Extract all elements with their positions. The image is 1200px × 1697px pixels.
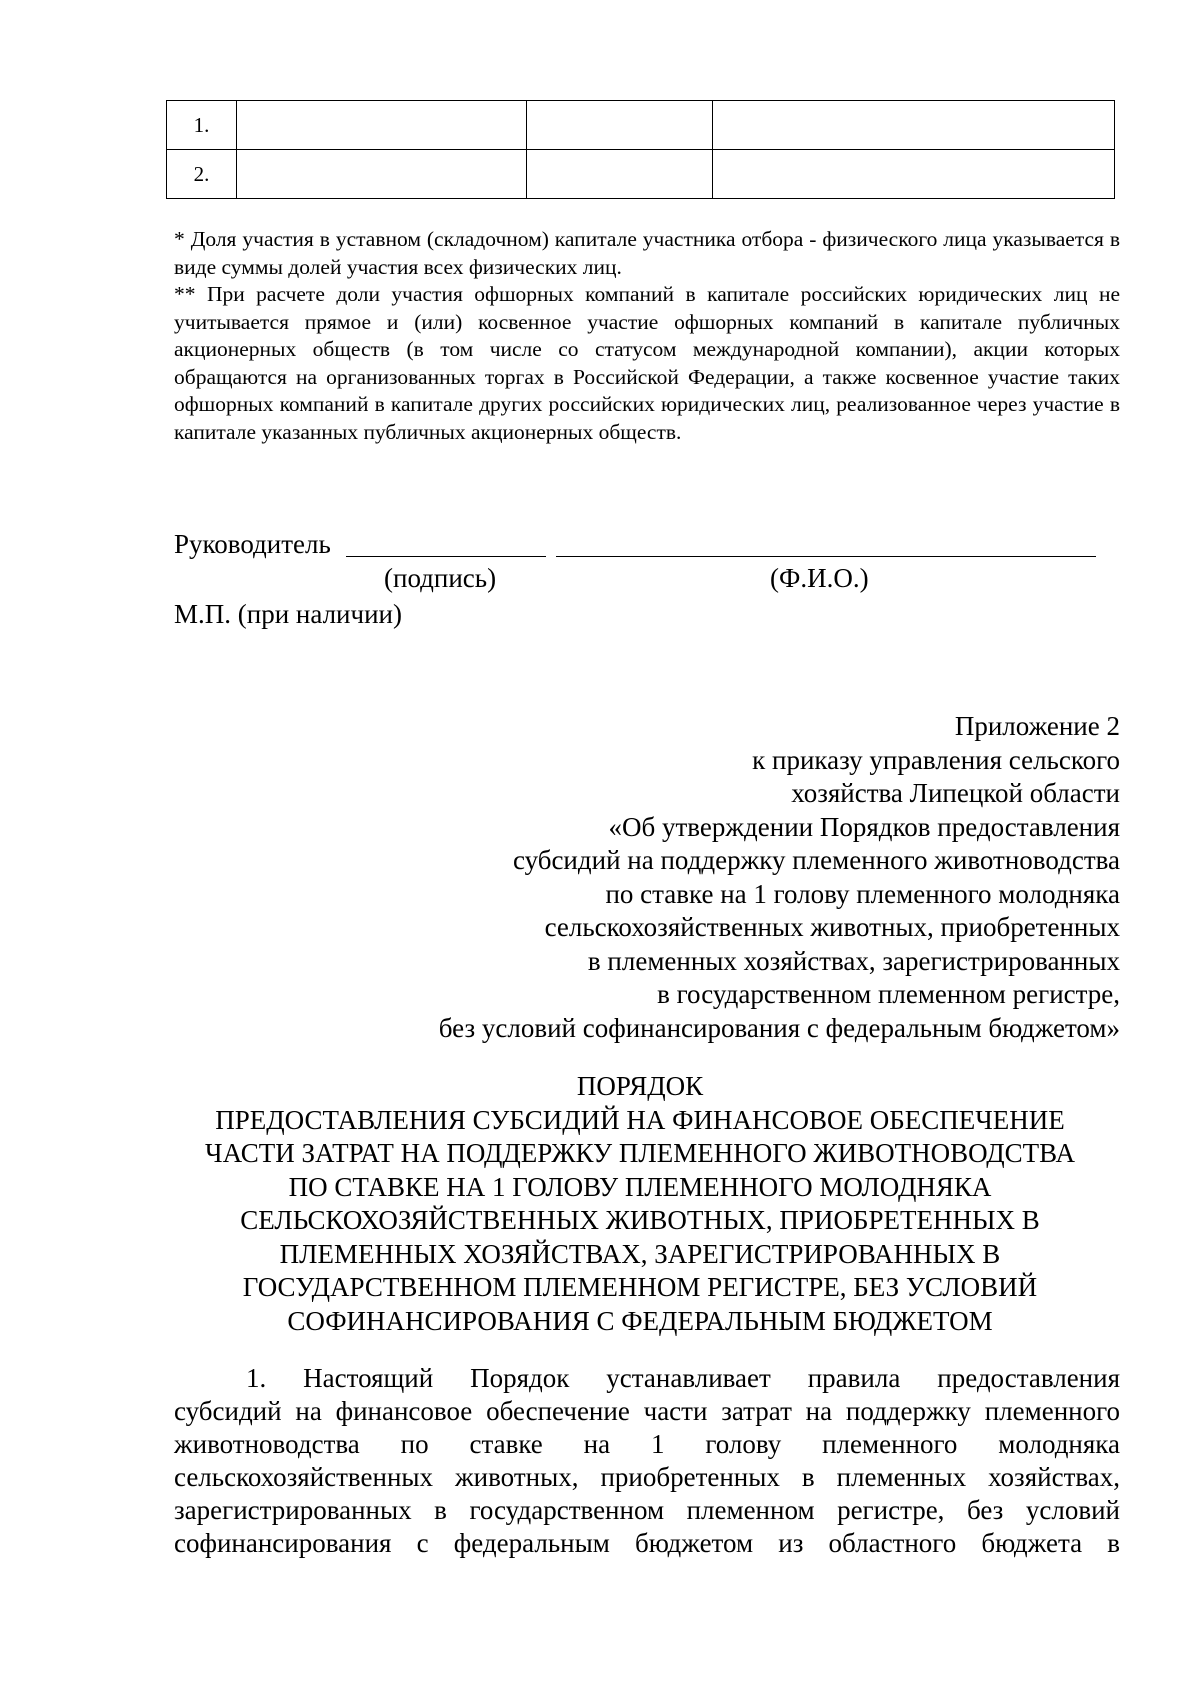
table-cell [237,101,527,150]
document-title [150,1070,1130,1338]
paragraph-line: 1. Настоящий Порядок устанавливает правила предоставления [246,1363,1120,1393]
table-cell-num: 2. [167,150,237,199]
title-line: СЕЛЬСКОХОЗЯЙСТВЕННЫХ ЖИВОТНЫХ, ПРИОБРЕТЕННЫХ В [240,1205,1040,1235]
table-cell-num: 1. [167,101,237,150]
table-cell [527,101,713,150]
title-line: ПЛЕМЕННЫХ ХОЗЯЙСТВАХ, ЗАРЕГИСТРИРОВАННЫХ В [279,1238,1001,1269]
name-line [556,556,1096,557]
title-line: ГОСУДАРСТВЕННОМ ПЛЕМЕННОМ РЕГИСТРЕ, БЕЗ УСЛОВИЙ [242,1272,1038,1302]
signature-label: Руководитель [174,529,331,559]
title-line: СОФИНАНСИРОВАНИЯ С ФЕДЕРАЛЬНЫМ БЮДЖЕТОМ [287,1305,993,1336]
title-line: ПО СТАВКЕ НА 1 ГОЛОВУ ПЛЕМЕННОГО МОЛОДНЯКА [288,1171,992,1202]
table-row [167,101,1115,150]
participants-table [166,100,1115,199]
annex-line: к приказу управления сельского [752,744,1120,775]
annex-line: хозяйства Липецкой области [791,778,1120,808]
table-cell [713,101,1115,150]
signature-block [174,528,1120,629]
annex-line: «Об утверждении Порядков предоставления [608,811,1120,842]
annex-line: по ставке на 1 голову племенного молодняка [605,878,1120,909]
paragraph-1 [174,1362,1120,1560]
annex-header [220,710,1120,1045]
annex-line: сельскохозяйственных животных, приобретенных [544,912,1120,942]
footnote-1: * Доля участия в уставном (складочном) капитале участника отбора - физического лица указывается в виде суммы долей участия всех физических лиц. [174,227,1120,279]
paragraph-line: субсидий на финансовое обеспечение части затрат на поддержку племенного [174,1396,1120,1426]
table-cell [527,150,713,199]
annex-line: в племенных хозяйствах, зарегистрированных [587,945,1120,976]
name-caption: (Ф.И.О.) [770,563,869,593]
stamp-note: М.П. (при наличии) [174,599,402,629]
paragraph-line: зарегистрированных в государственном племенном регистре, без условий [174,1495,1120,1525]
signature-caption: (подпись) [384,563,497,593]
annex-line: без условий софинансирования с федеральным бюджетом» [438,1012,1120,1043]
footnote-2: ** При расчете доли участия офшорных компаний в капитале российских юридических лиц не учитывается прямое и (или) косвенное участие офшорных компаний в капитале публичных акционерных обществ (в том числе со статусом международной компании), акции которых обращаются на организованных торгах в Российской Федерации, а также косвенное участие таких офшорных компаний в капитале других российских юридических лиц, реализованное через участие в капитале указанных публичных акционерных обществ. [174,282,1120,444]
title-line: ПРЕДОСТАВЛЕНИЯ СУБСИДИЙ НА ФИНАНСОВОЕ ОБЕСПЕЧЕНИЕ [215,1104,1065,1135]
table-row [167,150,1115,199]
annex-line: в государственном племенном регистре, [657,979,1120,1009]
signature-line [346,556,546,557]
title-line: ЧАСТИ ЗАТРАТ НА ПОДДЕРЖКУ ПЛЕМЕННОГО ЖИВОТНОВОДСТВА [205,1138,1075,1168]
paragraph-line: животноводства по ставке на 1 голову племенного молодняка [174,1429,1120,1459]
table-cell [713,150,1115,199]
table-cell [237,150,527,199]
annex-line: субсидий на поддержку племенного животноводства [512,845,1120,875]
title-line: ПОРЯДОК [576,1071,704,1101]
paragraph-line: софинансирования с федеральным бюджетом из областного бюджета в [174,1528,1120,1558]
paragraph-line: сельскохозяйственных животных, приобретенных в племенных хозяйствах, [174,1462,1120,1492]
footnotes [174,226,1120,446]
annex-line: Приложение 2 [954,711,1120,741]
